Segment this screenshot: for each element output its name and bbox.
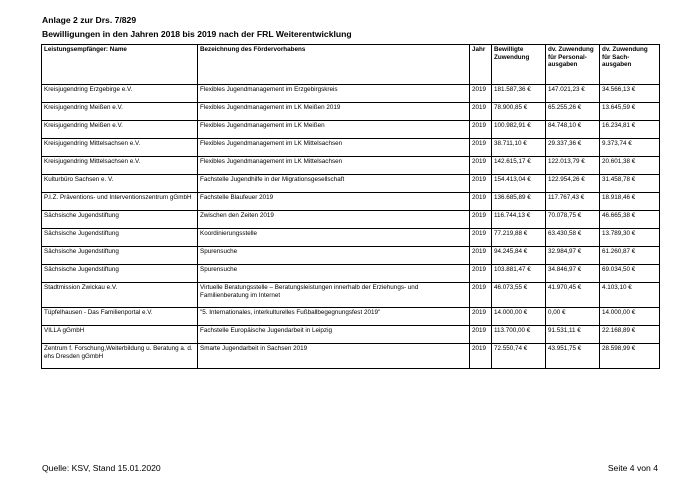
personnel-costs-cell: 41.970,45 € (546, 283, 600, 308)
project-cell: Koordinierungsstelle (198, 229, 470, 247)
approved-grant-cell: 94.245,84 € (492, 247, 546, 265)
personnel-costs-cell: 32.984,97 € (546, 247, 600, 265)
column-header-recipient: Leistungsempfänger: Name (42, 45, 198, 85)
table-row (42, 265, 660, 283)
column-header-project: Bezeichnung des Fördervorhabens (198, 45, 470, 85)
approved-grant-cell: 103.881,47 € (492, 265, 546, 283)
recipient-cell: Tüpfelhausen - Das Familienportal e.V. (42, 308, 198, 326)
table-header-row (42, 45, 660, 85)
table-row (42, 175, 660, 193)
project-cell: Fachstelle Jugendhilfe in der Migrationsgesellschaft (198, 175, 470, 193)
document-title-approvals: Bewilligungen in den Jahren 2018 bis 2019 nach der FRL Weiterentwicklung (42, 29, 352, 39)
approved-grant-cell: 100.982,91 € (492, 121, 546, 139)
approved-grant-cell: 72.550,74 € (492, 344, 546, 369)
personnel-costs-cell: 0,00 € (546, 308, 600, 326)
column-header-year: Jahr (470, 45, 492, 85)
recipient-cell: Kulturbüro Sachsen e. V. (42, 175, 198, 193)
material-costs-cell: 9.373,74 € (600, 139, 660, 157)
year-cell: 2019 (470, 175, 492, 193)
project-cell: Smarte Jugendarbeit in Sachsen 2019 (198, 344, 470, 369)
personnel-costs-cell: 63.430,58 € (546, 229, 600, 247)
year-cell: 2019 (470, 211, 492, 229)
column-header-material-costs: dv. Zuwendung für Sach-ausgaben (600, 45, 660, 85)
table-row (42, 229, 660, 247)
year-cell: 2019 (470, 265, 492, 283)
personnel-costs-cell: 91.531,11 € (546, 326, 600, 344)
year-cell: 2019 (470, 103, 492, 121)
material-costs-cell: 28.598,99 € (600, 344, 660, 369)
personnel-costs-cell: 70.078,75 € (546, 211, 600, 229)
project-cell: Flexibles Jugendmanagement im LK Mittelsachsen (198, 157, 470, 175)
recipient-cell: Kreisjugendring Mittelsachsen e.V. (42, 139, 198, 157)
project-cell: Spurensuche (198, 265, 470, 283)
material-costs-cell: 22.168,89 € (600, 326, 660, 344)
year-cell: 2019 (470, 308, 492, 326)
material-costs-cell: 34.566,13 € (600, 85, 660, 103)
table-row (42, 247, 660, 265)
recipient-cell: Kreisjugendring Erzgebirge e.V. (42, 85, 198, 103)
recipient-cell: Sächsische Jugendstiftung (42, 211, 198, 229)
approved-grant-cell: 78.900,85 € (492, 103, 546, 121)
personnel-costs-cell: 117.767,43 € (546, 193, 600, 211)
project-cell: Virtuelle Beratungsstelle – Beratungsleistungen innerhalb der Erziehungs- und Familienberatung im Internet (198, 283, 470, 308)
material-costs-cell: 18.918,46 € (600, 193, 660, 211)
material-costs-cell: 46.665,38 € (600, 211, 660, 229)
approved-grant-cell: 38.711,10 € (492, 139, 546, 157)
approved-grant-cell: 14.000,00 € (492, 308, 546, 326)
project-cell: Flexibles Jugendmanagement im Erzgebirgskreis (198, 85, 470, 103)
recipient-cell: Zentrum f. Forschung,Weiterbildung u. Beratung a. d. ehs Dresden gGmbH (42, 344, 198, 369)
column-header-approved-grant: Bewilligte Zuwendung (492, 45, 546, 85)
material-costs-cell: 69.034,50 € (600, 265, 660, 283)
recipient-cell: Kreisjugendring Meißen e.V. (42, 103, 198, 121)
project-cell: Flexibles Jugendmanagement im LK Meißen 2019 (198, 103, 470, 121)
source-note: Quelle: KSV, Stand 15.01.2020 (42, 463, 161, 473)
approved-grant-cell: 142.615,17 € (492, 157, 546, 175)
recipient-cell: Sächsische Jugendstiftung (42, 265, 198, 283)
material-costs-cell: 4.103,10 € (600, 283, 660, 308)
material-costs-cell: 20.601,38 € (600, 157, 660, 175)
approved-grant-cell: 113.700,00 € (492, 326, 546, 344)
recipient-cell: Sächsische Jugendstiftung (42, 247, 198, 265)
recipient-cell: Sächsische Jugendstiftung (42, 229, 198, 247)
year-cell: 2019 (470, 121, 492, 139)
personnel-costs-cell: 84.748,10 € (546, 121, 600, 139)
table-row (42, 283, 660, 308)
table-row (42, 211, 660, 229)
material-costs-cell: 61.260,87 € (600, 247, 660, 265)
personnel-costs-cell: 29.337,36 € (546, 139, 600, 157)
recipient-cell: P.I.Z. Präventions- und Interventionszentrum gGmbH (42, 193, 198, 211)
year-cell: 2019 (470, 139, 492, 157)
material-costs-cell: 31.458,78 € (600, 175, 660, 193)
material-costs-cell: 14.000,00 € (600, 308, 660, 326)
table-row (42, 193, 660, 211)
table-row (42, 157, 660, 175)
approved-grant-cell: 136.685,89 € (492, 193, 546, 211)
year-cell: 2019 (470, 344, 492, 369)
table-row (42, 103, 660, 121)
material-costs-cell: 13.789,30 € (600, 229, 660, 247)
approved-grant-cell: 181.587,36 € (492, 85, 546, 103)
recipient-cell: Kreisjugendring Meißen e.V. (42, 121, 198, 139)
project-cell: Flexibles Jugendmanagement im LK Meißen (198, 121, 470, 139)
recipient-cell: Stadtmission Zwickau e.V. (42, 283, 198, 308)
recipient-cell: Kreisjugendring Mittelsachsen e.V. (42, 157, 198, 175)
table-row (42, 326, 660, 344)
column-header-personnel-costs: dv. Zuwendung für Personal-ausgaben (546, 45, 600, 85)
table-row (42, 139, 660, 157)
project-cell: "5. Internationales, interkulturelles Fußballbegegnungsfest 2019" (198, 308, 470, 326)
approved-grant-cell: 154.413,04 € (492, 175, 546, 193)
table-row (42, 85, 660, 103)
material-costs-cell: 16.234,81 € (600, 121, 660, 139)
page-number: Seite 4 von 4 (607, 463, 658, 473)
document-title-annex: Anlage 2 zur Drs. 7/829 (42, 15, 137, 25)
year-cell: 2019 (470, 326, 492, 344)
personnel-costs-cell: 65.255,26 € (546, 103, 600, 121)
table-row (42, 121, 660, 139)
table-row (42, 344, 660, 369)
year-cell: 2019 (470, 157, 492, 175)
year-cell: 2019 (470, 85, 492, 103)
year-cell: 2019 (470, 193, 492, 211)
project-cell: Spurensuche (198, 247, 470, 265)
personnel-costs-cell: 43.951,75 € (546, 344, 600, 369)
personnel-costs-cell: 34.846,97 € (546, 265, 600, 283)
project-cell: Fachstelle Blaufeuer 2019 (198, 193, 470, 211)
approved-grant-cell: 77.219,88 € (492, 229, 546, 247)
project-cell: Fachstelle Europäische Jugendarbeit in Leipzig (198, 326, 470, 344)
year-cell: 2019 (470, 283, 492, 308)
year-cell: 2019 (470, 247, 492, 265)
personnel-costs-cell: 122.013,79 € (546, 157, 600, 175)
project-cell: Zwischen den Zeiten 2019 (198, 211, 470, 229)
grants-table (41, 44, 660, 369)
personnel-costs-cell: 122.954,26 € (546, 175, 600, 193)
recipient-cell: VILLA gGmbH (42, 326, 198, 344)
project-cell: Flexibles Jugendmanagement im LK Mittelsachsen (198, 139, 470, 157)
material-costs-cell: 13.645,59 € (600, 103, 660, 121)
approved-grant-cell: 116.744,13 € (492, 211, 546, 229)
personnel-costs-cell: 147.021,23 € (546, 85, 600, 103)
year-cell: 2019 (470, 229, 492, 247)
table-row (42, 308, 660, 326)
approved-grant-cell: 46.073,55 € (492, 283, 546, 308)
